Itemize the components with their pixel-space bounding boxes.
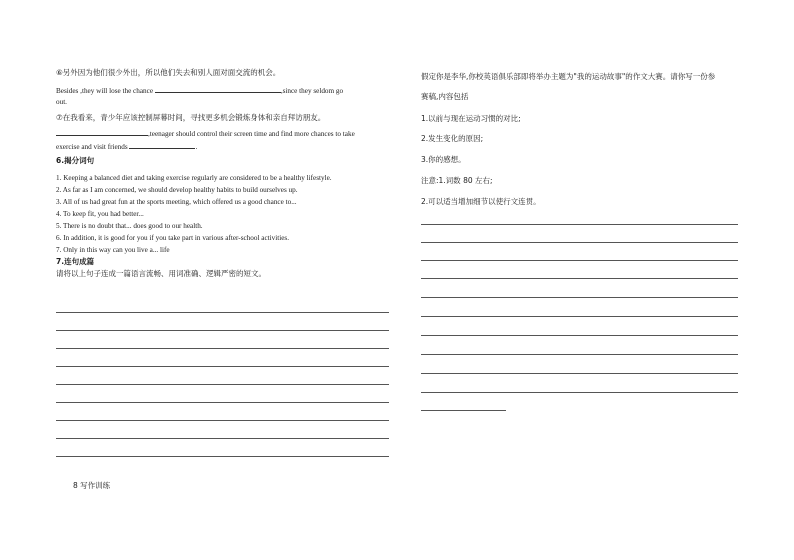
item7-english-c: .: [195, 143, 198, 151]
page-footer: 8 写作训练: [73, 481, 111, 490]
item6-answer-blank[interactable]: [155, 86, 281, 93]
section6-title: 6.揭分词句: [56, 156, 95, 165]
item6-english-b: ,since they seldom go: [280, 87, 344, 95]
writing-line: [56, 420, 389, 421]
note-2: 2.可以适当增加细节以使行文连贯。: [421, 197, 541, 206]
writing-line: [421, 242, 738, 243]
writing-line: [421, 260, 738, 261]
writing-line-short: [421, 410, 506, 411]
phrase-2: 2. As far as I am concerned, we should develop healthy habits to build ourselves up.: [56, 186, 298, 194]
writing-line: [56, 402, 389, 403]
phrase-1: 1. Keeping a balanced diet and taking exercise regularly are considered to be a healthy lifestyle.: [56, 174, 332, 182]
writing-line: [56, 330, 389, 331]
prompt-point-3: 3.你的感想。: [421, 155, 466, 164]
writing-line: [56, 384, 389, 385]
section7-title: 7.连句成篇: [56, 257, 95, 266]
item7-english-a: ,teenager should control their screen time and find more chances to take: [148, 130, 355, 138]
writing-line: [421, 278, 738, 279]
phrase-4: 4. To keep fit, you had better...: [56, 210, 144, 218]
phrase-7: 7. Only in this way can you live a... life: [56, 246, 170, 254]
writing-line: [421, 224, 738, 225]
prompt-line-2: 赛稿,内容包括: [421, 92, 469, 101]
writing-line: [56, 348, 389, 349]
writing-line: [421, 316, 738, 317]
item7-answer-blank-2[interactable]: [129, 142, 198, 151]
phrase-5: 5. There is no doubt that... does good to our health.: [56, 222, 203, 230]
writing-line: [421, 335, 738, 336]
writing-line: [421, 373, 738, 374]
writing-line: [56, 456, 389, 457]
note-1: 注意:1.词数 80 左右;: [421, 176, 493, 185]
item7-answer-blank-1[interactable]: [56, 129, 148, 136]
item7-english-line: [56, 129, 355, 139]
writing-line: [56, 312, 389, 313]
writing-line: [56, 366, 389, 367]
item7-english-b: exercise and visit friends: [56, 143, 128, 151]
prompt-line-1: 假定你是李华,你校英语俱乐部即将举办主题为"我的运动故事"的作文大赛。请你写一份参: [421, 72, 716, 81]
section7-instruction: 请将以上句子连成一篇语言流畅、用词准确、逻辑严密的短文。: [56, 269, 266, 278]
prompt-point-1: 1.以前与现在运动习惯的对比;: [421, 114, 521, 123]
writing-line: [421, 392, 738, 393]
item7-english-line-2: [56, 142, 197, 152]
prompt-point-2: 2.发生变化的原因;: [421, 134, 484, 143]
item7-chinese: ⑦在我看来，青少年应该控制屏幕时间，寻找更多机会锻炼身体和亲自拜访朋友。: [56, 113, 326, 122]
writing-line: [56, 438, 389, 439]
item6-english-c: out.: [56, 98, 67, 106]
writing-line: [421, 354, 738, 355]
item6-english-a: Besides ,they will lose the chance: [56, 87, 154, 95]
writing-line: [421, 297, 738, 298]
item6-english-line: [56, 86, 343, 96]
phrase-3: 3. All of us had great fun at the sports meeting, which offered us a good chance to...: [56, 198, 297, 206]
phrase-6: 6. In addition, it is good for you if you take part in various after-school activities.: [56, 234, 289, 242]
item6-chinese: ⑥另外因为他们很少外出，所以他们失去和别人面对面交流的机会。: [56, 68, 281, 77]
